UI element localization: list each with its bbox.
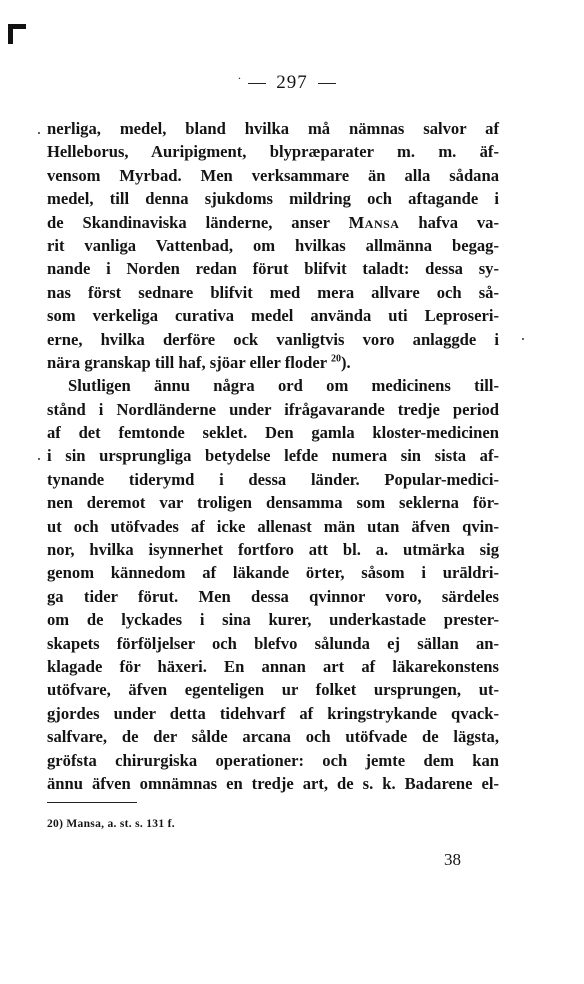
text-line: ga tider förut. Men dessa qvinnor voro, särdeles: [47, 586, 499, 606]
author-name: Mansa: [348, 212, 400, 232]
text-line: vensom Myrbad. Men verksammare än alla sådana: [47, 165, 499, 185]
body-text: [47, 117, 499, 795]
text-line: genom kännedom af läkande örter, såsom i urāldri-: [47, 563, 499, 583]
text-line: medel, till denna sjukdoms mildring och aftagande i: [47, 189, 499, 209]
text-line: salfvare, de der sålde arcana och utöfvade de lägsta,: [47, 727, 499, 747]
text-line: nas först sednare blifvit med mera allvare och så-: [47, 282, 499, 302]
text-line: Helleborus, Auripigment, blypræparater m. m. äf-: [47, 142, 499, 162]
text-line: tynande tiderymd i dessa länder. Popular-medici-: [47, 469, 499, 489]
scan-speck: [522, 338, 524, 340]
corner-mark: [8, 24, 26, 44]
text-line: stånd i Nordländerne under ifrågavarande tredje period: [47, 399, 499, 419]
scan-speck: [38, 458, 40, 460]
text-line: nära granskap till haf, sjöar eller floder $^{20}$).: [47, 352, 351, 372]
text-line: nen deremot var troligen densamma som seklerna för-: [47, 493, 499, 513]
text-segment: de Skandinaviska länderne, anser: [47, 212, 330, 232]
text-line: ännu äfven omnämnas en tredje art, de s. k. Badarene el-: [47, 773, 499, 793]
text-line: af det femtonde seklet. Den gamla kloster-medicinen: [47, 423, 499, 443]
text-line: i sin ursprungliga betydelse lefde numera sin sista af-: [47, 446, 499, 466]
text-segment: hafva va-: [418, 212, 500, 232]
signature-mark: 38: [444, 850, 461, 869]
text-line: om de lyckades i sina kurer, underkastade prester-: [47, 610, 499, 630]
text-line: nerliga, medel, bland hvilka må nämnas salvor af: [47, 119, 499, 138]
footnote-marker: 20: [330, 353, 341, 365]
footnote: 20) Mansa, a. st. s. 131 f.: [47, 818, 175, 830]
text-line: gjordes under detta tidehvarf af kringstrykande qvack-: [47, 703, 499, 723]
text-line: nor, hvilka isynnerhet fortforo att bl. a. utmärka sig: [47, 540, 499, 560]
header-dash-right: [318, 83, 336, 84]
text-line: skapets förföljelser och blefvo sålunda ej sällan an-: [47, 633, 499, 653]
text-line: som verkeliga curativa medel använda uti Leproseri-: [47, 306, 499, 326]
footnote-rule: [47, 802, 137, 803]
scan-speck: [38, 132, 40, 134]
header-dash-left: [248, 83, 266, 84]
page-header: [0, 68, 584, 94]
text-line: nande i Norden redan förut blifvit taladt: dessa sy-: [47, 259, 499, 279]
header-dot: .: [238, 68, 242, 82]
text-line: klagade för häxeri. En annan art af läkarekonstens: [47, 656, 499, 676]
text-line: Slutligen ännu några ord om medicinens till-: [68, 376, 499, 396]
text-line: ut och utöfvades af icke allenast män utan äfven qvin-: [47, 516, 499, 536]
text-segment: nära granskap till haf, sjöar eller floder: [47, 352, 327, 372]
text-line: erne, hvilka derföre ock vanligtvis voro anlaggde i: [47, 329, 499, 349]
text-line: rit vanliga Vattenbad, om hvilkas allmänna begag-: [47, 235, 499, 255]
text-line: gröfsta chirurgiska operationer: och jemte dem kan: [47, 750, 499, 770]
text-line: utöfvare, äfven egenteligen ur folket ursprungen, ut-: [47, 680, 499, 700]
text-line: [47, 211, 499, 234]
page-number: 297: [276, 72, 308, 93]
